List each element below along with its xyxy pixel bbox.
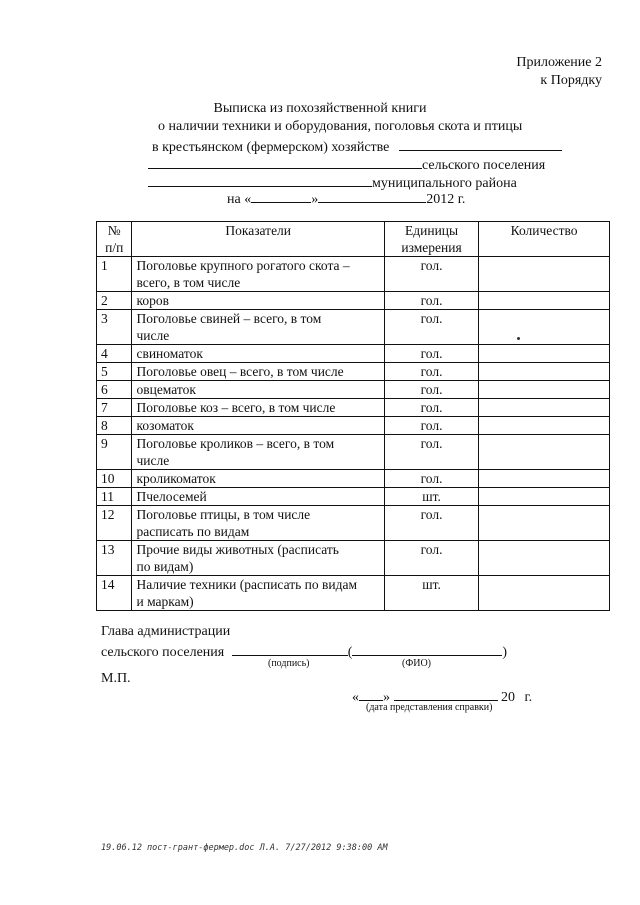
row-number: 5 [97,363,132,381]
row-number: 12 [97,506,132,541]
row-number: 9 [97,435,132,470]
header-units-line-1: Единицы [405,223,459,238]
table-row [97,541,610,576]
row-quantity-cell[interactable] [479,417,610,435]
row-indicator [132,363,384,381]
row-quantity-cell[interactable] [479,310,610,345]
row-indicator [132,292,384,310]
title-line-3: в крестьянском (фермерском) хозяйстве [152,140,390,155]
row-indicator-line-1: Поголовье свиней – всего, в том [136,311,322,326]
row-indicator-line-1: Поголовье коз – всего, в том числе [136,400,336,415]
submission-day-blank[interactable] [359,686,383,701]
row-unit: гол. [384,541,478,576]
row-quantity-cell[interactable] [479,488,610,506]
row-number: 6 [97,381,132,399]
date-month-blank[interactable] [318,188,426,203]
submission-year: 20 [501,690,515,705]
row-indicator-line-2: числе [136,328,170,343]
row-quantity-cell[interactable] [479,541,610,576]
signature-blank[interactable] [232,641,348,656]
row-number: 8 [97,417,132,435]
row-unit: гол. [384,506,478,541]
fio-caption: (ФИО) [402,658,432,669]
date-mid: » [311,192,319,207]
row-number: 4 [97,345,132,363]
title-line-1: Выписка из похозяйственной книги [213,101,427,116]
row-unit: гол. [384,363,478,381]
row-number: 1 [97,257,132,292]
row-indicator-line-1: Поголовье кроликов – всего, в том [136,436,335,451]
row-quantity-cell[interactable] [479,345,610,363]
row-number: 10 [97,470,132,488]
paren-open: ( [347,645,353,660]
table-row [97,310,610,345]
row-indicator-line-2: числе [136,453,170,468]
settlement-label: сельского поселения [422,158,546,173]
file-footer: 19.06.12 пост-грант-фермер.doc Л.А. 7/27/2012 9:38:00 AM [101,843,388,853]
row-indicator-line-1: Поголовье птицы, в том числе [136,507,311,522]
row-unit: гол. [384,345,478,363]
row-quantity-cell[interactable] [479,470,610,488]
row-quantity-cell[interactable] [479,381,610,399]
table-row [97,576,610,611]
row-indicator-line-1: Поголовье крупного рогатого скота – [136,258,350,273]
header-num [97,222,132,257]
submission-date-close: » [383,690,390,705]
row-indicator-line-2: всего, в том числе [136,275,241,290]
row-unit: гол. [384,417,478,435]
table-row [97,488,610,506]
row-indicator [132,310,384,345]
date-prefix: на « [227,192,252,207]
header-indicators: Показатели [132,222,384,257]
row-unit: гол. [384,435,478,470]
signature-caption: (подпись) [268,658,310,669]
header-num-line-2: п/п [105,240,124,255]
row-indicator-line-2: расписать по видам [136,524,250,539]
stamp-label: М.П. [101,671,131,686]
district-blank[interactable] [148,172,372,187]
row-indicator-line-1: коров [136,293,169,308]
header-quantity: Количество [479,222,610,257]
table-row [97,345,610,363]
table-row [97,470,610,488]
row-indicator-line-1: овцематок [136,382,196,397]
row-indicator [132,488,384,506]
header-num-line-1: № [107,223,121,238]
row-indicator [132,435,384,470]
table-row [97,363,610,381]
row-quantity-cell[interactable] [479,399,610,417]
fio-blank[interactable] [352,641,502,656]
row-indicator-line-1: Наличие техники (расписать по видам [136,577,358,592]
row-indicator-line-1: Прочие виды животных (расписать [136,542,339,557]
header-units [384,222,478,257]
date-day-blank[interactable] [251,188,311,203]
row-quantity-cell[interactable] [479,363,610,381]
row-indicator [132,470,384,488]
appendix-line-2: к Порядку [540,73,602,88]
header-units-line-2: измерения [401,240,462,255]
title-line-2: о наличии техники и оборудования, поголовья скота и птицы [158,119,523,134]
table-header-row [97,222,610,257]
row-unit: гол. [384,470,478,488]
document-title [0,100,640,118]
row-unit: гол. [384,399,478,417]
row-number: 11 [97,488,132,506]
row-indicator [132,417,384,435]
table-row [97,292,610,310]
row-indicator [132,399,384,417]
row-number: 3 [97,310,132,345]
row-indicator [132,381,384,399]
row-indicator-line-1: козоматок [136,418,194,433]
row-unit: шт. [384,576,478,611]
submission-g: г. [524,690,533,705]
district-label: муниципального района [372,176,517,191]
row-quantity-cell[interactable] [479,576,610,611]
table-row [97,381,610,399]
table-row [97,435,610,470]
stray-mark [517,337,520,340]
row-number: 14 [97,576,132,611]
submission-month-blank[interactable] [394,686,498,701]
row-unit: шт. [384,488,478,506]
submission-date-open: « [352,690,359,705]
row-indicator [132,576,384,611]
row-unit: гол. [384,381,478,399]
farm-name-blank[interactable] [399,136,562,151]
row-quantity-cell[interactable] [479,435,610,470]
head-title-line-2: сельского поселения [101,645,225,660]
row-number: 13 [97,541,132,576]
row-unit: гол. [384,257,478,292]
row-indicator [132,506,384,541]
row-indicator-line-2: по видам) [136,559,194,574]
date-year: 2012 г. [426,192,466,207]
row-indicator [132,541,384,576]
row-quantity-cell[interactable] [479,506,610,541]
row-unit: гол. [384,310,478,345]
appendix-label [516,54,602,90]
appendix-line-1: Приложение 2 [516,55,602,70]
row-indicator-line-1: Пчелосемей [136,489,207,504]
row-number: 2 [97,292,132,310]
table-row [97,506,610,541]
head-title-line-1: Глава администрации [101,624,231,639]
settlement-blank[interactable] [148,154,422,169]
row-indicator [132,257,384,292]
row-indicator-line-1: свиноматок [136,346,203,361]
row-indicator-line-1: кроликоматок [136,471,216,486]
row-indicator-line-1: Поголовье овец – всего, в том числе [136,364,344,379]
row-indicator-line-2: и маркам) [136,594,194,609]
row-unit: гол. [384,292,478,310]
paren-close: ) [502,645,508,660]
livestock-table [96,221,610,611]
table-row [97,417,610,435]
date-row [227,188,465,209]
table-row [97,399,610,417]
row-number: 7 [97,399,132,417]
row-quantity-cell[interactable] [479,292,610,310]
row-quantity-cell[interactable] [479,257,610,292]
row-indicator [132,345,384,363]
table-row [97,257,610,292]
submission-date-caption: (дата представления справки) [366,702,493,713]
